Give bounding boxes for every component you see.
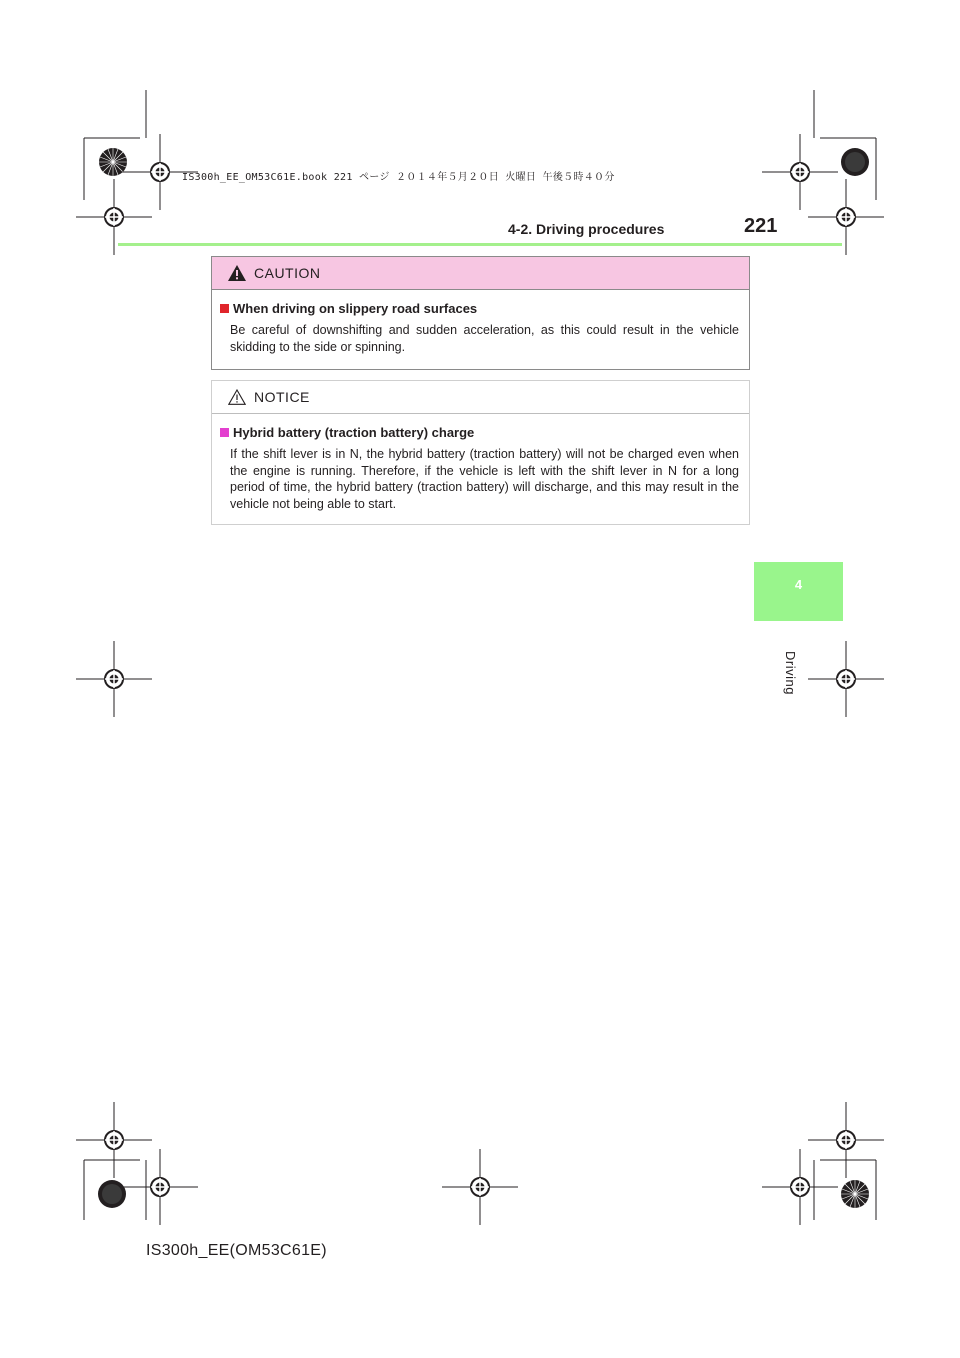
notice-item (220, 425, 739, 512)
notice-triangle-icon (228, 389, 246, 405)
caution-label: CAUTION (254, 265, 321, 281)
notice-box (211, 380, 750, 525)
square-bullet-icon (220, 304, 229, 313)
caution-box (211, 256, 750, 370)
section-title: 4-2. Driving procedures (508, 221, 665, 237)
caution-item (220, 301, 739, 355)
notice-header (212, 381, 749, 414)
footer-model-code: IS300h_EE(OM53C61E) (146, 1242, 327, 1259)
notice-item-title: Hybrid battery (traction battery) charge (233, 425, 475, 440)
caution-item-title: When driving on slippery road surfaces (233, 301, 478, 316)
header-rule (118, 243, 842, 246)
chapter-tab (754, 562, 843, 621)
notice-item-title-row (220, 425, 739, 440)
chapter-number: 4 (794, 577, 803, 592)
caution-item-title-row (220, 301, 739, 316)
notice-label: NOTICE (254, 389, 310, 405)
page-number: 221 (744, 215, 778, 237)
caution-header (212, 257, 749, 290)
notice-item-body: If the shift lever is in N, the hybrid battery (traction battery) will not be charged even when the engine is running. Therefore, if the vehicle is left with the shift lever in N for a long period of time, the hybrid battery (traction battery) will discharge, and this may result in the vehicle not being able to start. (230, 447, 739, 511)
print-info-line: IS300h_EE_OM53C61E.book 221 ページ ２０１４年５月２０日 火曜日 午後５時４０分 (182, 172, 615, 183)
square-bullet-icon (220, 428, 229, 437)
caution-item-body: Be careful of downshifting and sudden acceleration, as this could result in the vehicle skidding to the side or spinning. (230, 323, 739, 354)
chapter-label: Driving (783, 651, 798, 695)
warning-triangle-icon (228, 265, 246, 281)
